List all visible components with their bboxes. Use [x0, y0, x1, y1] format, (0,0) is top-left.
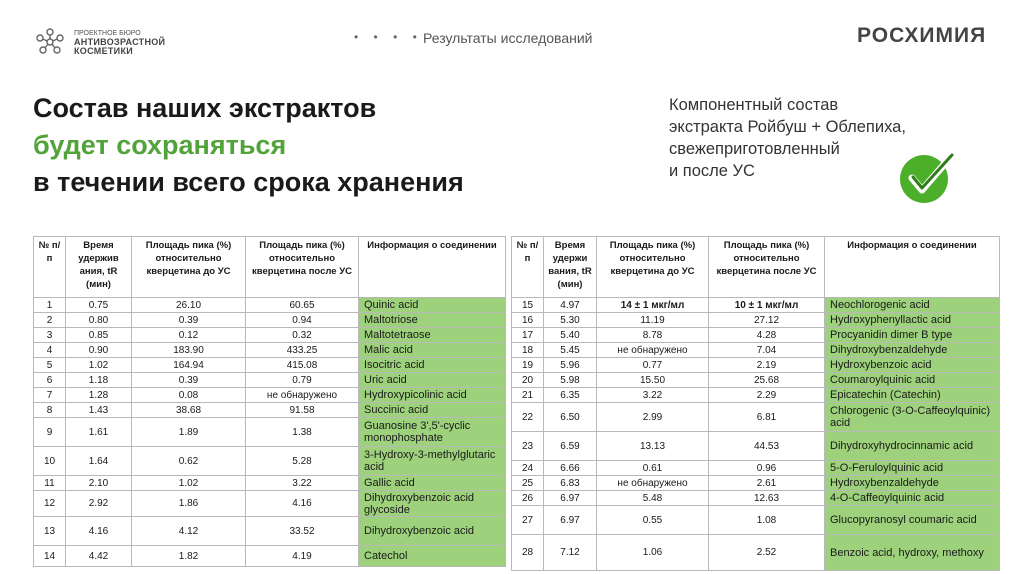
cell-area-after: 25.68 [709, 373, 825, 388]
table-row [512, 432, 1000, 461]
cell-compound-info: Malic acid [359, 343, 506, 358]
cell-area-before: 0.55 [597, 506, 709, 535]
cell-compound-info: Procyanidin dimer B type [825, 328, 1000, 343]
table-header-row [512, 237, 1000, 298]
cell-row-number: 22 [512, 403, 544, 432]
cell-retention-time: 2.92 [66, 491, 132, 517]
table-row [512, 373, 1000, 388]
cell-compound-info: Benzoic acid, hydroxy, methoxy [825, 535, 1000, 571]
cell-area-after: 0.32 [246, 328, 359, 343]
table-row [512, 358, 1000, 373]
cell-compound-info: Maltotetraose [359, 328, 506, 343]
cell-row-number: 19 [512, 358, 544, 373]
cell-retention-time: 6.50 [544, 403, 597, 432]
table-row [512, 403, 1000, 432]
cell-compound-info: Hydroxybenzoic acid [825, 358, 1000, 373]
cell-row-number: 17 [512, 328, 544, 343]
cell-row-number: 11 [34, 476, 66, 491]
cell-area-after: 2.29 [709, 388, 825, 403]
logo-line2: АНТИВОЗРАСТНОЙ [74, 36, 166, 47]
cell-area-before: 5.48 [597, 491, 709, 506]
column-header-compound-info: Информация о соединении [825, 237, 1000, 298]
cell-area-before: 1.06 [597, 535, 709, 571]
cell-area-before: 1.02 [132, 476, 246, 491]
table-row [512, 343, 1000, 358]
cell-area-after: 1.08 [709, 506, 825, 535]
cell-retention-time: 1.02 [66, 358, 132, 373]
table-row [34, 358, 506, 373]
cell-retention-time: 4.97 [544, 298, 597, 313]
table-row [512, 313, 1000, 328]
logo [34, 26, 165, 58]
cell-retention-time: 5.45 [544, 343, 597, 358]
cell-row-number: 4 [34, 343, 66, 358]
subtitle-line2: экстракта Ройбуш + Облепиха, [669, 118, 906, 136]
cell-row-number: 7 [34, 388, 66, 403]
cell-row-number: 14 [34, 546, 66, 567]
table-row [34, 546, 506, 567]
table-row [34, 388, 506, 403]
cell-area-before: не обнаружено [597, 343, 709, 358]
subtitle-line4: и после УС [669, 162, 755, 180]
cell-area-before: 2.99 [597, 403, 709, 432]
cell-compound-info: Isocitric acid [359, 358, 506, 373]
cell-area-after: 2.52 [709, 535, 825, 571]
cell-compound-info: Guanosine 3',5'-cyclic monophosphate [359, 418, 506, 447]
cell-area-after: 415.08 [246, 358, 359, 373]
headline [33, 90, 464, 201]
cell-area-after: 33.52 [246, 517, 359, 546]
cell-row-number: 2 [34, 313, 66, 328]
cell-row-number: 27 [512, 506, 544, 535]
table-row [512, 476, 1000, 491]
cell-compound-info: Chlorogenic (3-O-Caffeoylquinic) acid [825, 403, 1000, 432]
cell-area-after: 0.94 [246, 313, 359, 328]
cell-area-after: 27.12 [709, 313, 825, 328]
composition-table-left [33, 236, 506, 567]
cell-row-number: 20 [512, 373, 544, 388]
cell-retention-time: 6.97 [544, 506, 597, 535]
cell-compound-info: 5-O-Feruloylquinic acid [825, 461, 1000, 476]
header-dots: • • • • [354, 30, 423, 44]
column-header-retention-time: Время удержив ания, tR (мин) [66, 237, 132, 298]
cell-area-before: 0.39 [132, 373, 246, 388]
cell-retention-time: 7.12 [544, 535, 597, 571]
table-row [34, 313, 506, 328]
headline-line3: в течении всего срока хранения [33, 167, 464, 197]
cell-row-number: 6 [34, 373, 66, 388]
cell-row-number: 12 [34, 491, 66, 517]
cell-area-after: 6.81 [709, 403, 825, 432]
column-header-area-after: Площадь пика (%) относительно кверцетина после УС [246, 237, 359, 298]
cell-retention-time: 6.97 [544, 491, 597, 506]
cell-area-after: 4.19 [246, 546, 359, 567]
column-header-area-before: Площадь пика (%) относительно кверцетина до УС [597, 237, 709, 298]
cell-area-after: 10 ± 1 мкг/мл [709, 298, 825, 313]
cell-retention-time: 5.30 [544, 313, 597, 328]
cell-compound-info: Maltotriose [359, 313, 506, 328]
logo-text [74, 29, 165, 56]
table-row [512, 388, 1000, 403]
cell-area-after: 433.25 [246, 343, 359, 358]
table-row [512, 298, 1000, 313]
cell-compound-info: Dihydroxybenzoic acid glycoside [359, 491, 506, 517]
cell-row-number: 25 [512, 476, 544, 491]
cell-row-number: 18 [512, 343, 544, 358]
column-header-retention-time: Время удержи вания, tR (мин) [544, 237, 597, 298]
cell-row-number: 16 [512, 313, 544, 328]
headline-line1: Состав наших экстрактов [33, 93, 377, 123]
cell-compound-info: Quinic acid [359, 298, 506, 313]
cell-retention-time: 1.43 [66, 403, 132, 418]
cell-area-before: 1.89 [132, 418, 246, 447]
cell-compound-info: Succinic acid [359, 403, 506, 418]
column-header-compound-info: Информация о соединении [359, 237, 506, 298]
column-header-row-number: № п/п [512, 237, 544, 298]
cell-area-before: 13.13 [597, 432, 709, 461]
cell-retention-time: 6.59 [544, 432, 597, 461]
logo-icon [34, 26, 66, 58]
cell-compound-info: Gallic acid [359, 476, 506, 491]
cell-compound-info: Hydroxybenzaldehyde [825, 476, 1000, 491]
table-row [34, 373, 506, 388]
cell-area-before: 1.86 [132, 491, 246, 517]
cell-retention-time: 5.40 [544, 328, 597, 343]
table-row [34, 447, 506, 476]
cell-area-before: 0.08 [132, 388, 246, 403]
table-row [512, 328, 1000, 343]
table-row [34, 403, 506, 418]
cell-retention-time: 6.83 [544, 476, 597, 491]
cell-area-after: 91.58 [246, 403, 359, 418]
cell-compound-info: 3-Hydroxy-3-methylglutaric acid [359, 447, 506, 476]
cell-area-before: не обнаружено [597, 476, 709, 491]
cell-area-before: 183.90 [132, 343, 246, 358]
cell-area-after: 3.22 [246, 476, 359, 491]
cell-area-before: 38.68 [132, 403, 246, 418]
cell-area-after: 60.65 [246, 298, 359, 313]
cell-row-number: 26 [512, 491, 544, 506]
logo-line1: ПРОЕКТНОЕ БЮРО [74, 29, 141, 37]
table-row [34, 298, 506, 313]
cell-compound-info: Dihydroxybenzoic acid [359, 517, 506, 546]
cell-row-number: 9 [34, 418, 66, 447]
header-title: Результаты исследований [423, 30, 593, 46]
cell-area-before: 164.94 [132, 358, 246, 373]
cell-compound-info: Neochlorogenic acid [825, 298, 1000, 313]
cell-retention-time: 0.75 [66, 298, 132, 313]
cell-area-before: 0.61 [597, 461, 709, 476]
cell-area-after: 44.53 [709, 432, 825, 461]
cell-area-before: 1.82 [132, 546, 246, 567]
cell-area-before: 14 ± 1 мкг/мл [597, 298, 709, 313]
cell-row-number: 21 [512, 388, 544, 403]
cell-compound-info: Hydroxyphenyllactic acid [825, 313, 1000, 328]
table-row [34, 517, 506, 546]
cell-area-before: 8.78 [597, 328, 709, 343]
cell-retention-time: 6.66 [544, 461, 597, 476]
subtitle-line3: свежеприготовленный [669, 140, 840, 158]
table-row [34, 328, 506, 343]
column-header-area-after: Площадь пика (%) относительно кверцетина после УС [709, 237, 825, 298]
cell-compound-info: Epicatechin (Catechin) [825, 388, 1000, 403]
table-row [34, 476, 506, 491]
checkmark-icon [896, 147, 960, 205]
cell-row-number: 10 [34, 447, 66, 476]
cell-area-after: 12.63 [709, 491, 825, 506]
table-header-row [34, 237, 506, 298]
cell-retention-time: 1.18 [66, 373, 132, 388]
cell-compound-info: Uric acid [359, 373, 506, 388]
table-row [512, 461, 1000, 476]
cell-area-before: 26.10 [132, 298, 246, 313]
subtitle-line1: Компонентный состав [669, 96, 839, 114]
cell-area-after: 1.38 [246, 418, 359, 447]
cell-area-before: 0.62 [132, 447, 246, 476]
cell-retention-time: 0.85 [66, 328, 132, 343]
cell-retention-time: 0.80 [66, 313, 132, 328]
brand-logo: РОСХИМИЯ [857, 24, 987, 47]
cell-area-after: 7.04 [709, 343, 825, 358]
cell-row-number: 24 [512, 461, 544, 476]
cell-row-number: 1 [34, 298, 66, 313]
cell-area-after: не обнаружено [246, 388, 359, 403]
cell-compound-info: Dihydroxybenzaldehyde [825, 343, 1000, 358]
cell-row-number: 5 [34, 358, 66, 373]
cell-area-before: 0.77 [597, 358, 709, 373]
cell-area-after: 2.19 [709, 358, 825, 373]
cell-retention-time: 1.28 [66, 388, 132, 403]
table-row [34, 418, 506, 447]
cell-compound-info: Coumaroylquinic acid [825, 373, 1000, 388]
cell-retention-time: 6.35 [544, 388, 597, 403]
cell-area-before: 0.39 [132, 313, 246, 328]
cell-area-before: 3.22 [597, 388, 709, 403]
cell-compound-info: Catechol [359, 546, 506, 567]
table-row [512, 506, 1000, 535]
cell-row-number: 15 [512, 298, 544, 313]
cell-row-number: 13 [34, 517, 66, 546]
cell-area-before: 15.50 [597, 373, 709, 388]
logo-line3: КОСМЕТИКИ [74, 45, 134, 56]
cell-retention-time: 2.10 [66, 476, 132, 491]
table-row [512, 491, 1000, 506]
cell-area-after: 4.28 [709, 328, 825, 343]
cell-area-after: 2.61 [709, 476, 825, 491]
cell-row-number: 28 [512, 535, 544, 571]
headline-line2: будет сохраняться [33, 130, 287, 160]
cell-compound-info: Hydroxypicolinic acid [359, 388, 506, 403]
cell-compound-info: 4-O-Caffeoylquinic acid [825, 491, 1000, 506]
cell-retention-time: 0.90 [66, 343, 132, 358]
cell-row-number: 23 [512, 432, 544, 461]
column-header-row-number: № п/п [34, 237, 66, 298]
cell-area-before: 11.19 [597, 313, 709, 328]
cell-area-after: 0.79 [246, 373, 359, 388]
cell-retention-time: 4.42 [66, 546, 132, 567]
cell-area-after: 0.96 [709, 461, 825, 476]
table-row [512, 535, 1000, 571]
cell-retention-time: 4.16 [66, 517, 132, 546]
cell-retention-time: 1.64 [66, 447, 132, 476]
cell-area-before: 4.12 [132, 517, 246, 546]
cell-row-number: 3 [34, 328, 66, 343]
cell-compound-info: Dihydroxyhydrocinnamic acid [825, 432, 1000, 461]
table-row [34, 343, 506, 358]
cell-compound-info: Glucopyranosyl coumaric acid [825, 506, 1000, 535]
cell-retention-time: 1.61 [66, 418, 132, 447]
table-row [34, 491, 506, 517]
cell-row-number: 8 [34, 403, 66, 418]
column-header-area-before: Площадь пика (%) относительно кверцетина до УС [132, 237, 246, 298]
cell-retention-time: 5.98 [544, 373, 597, 388]
cell-retention-time: 5.96 [544, 358, 597, 373]
cell-area-after: 5.28 [246, 447, 359, 476]
cell-area-before: 0.12 [132, 328, 246, 343]
cell-area-after: 4.16 [246, 491, 359, 517]
composition-table-right [511, 236, 1000, 571]
